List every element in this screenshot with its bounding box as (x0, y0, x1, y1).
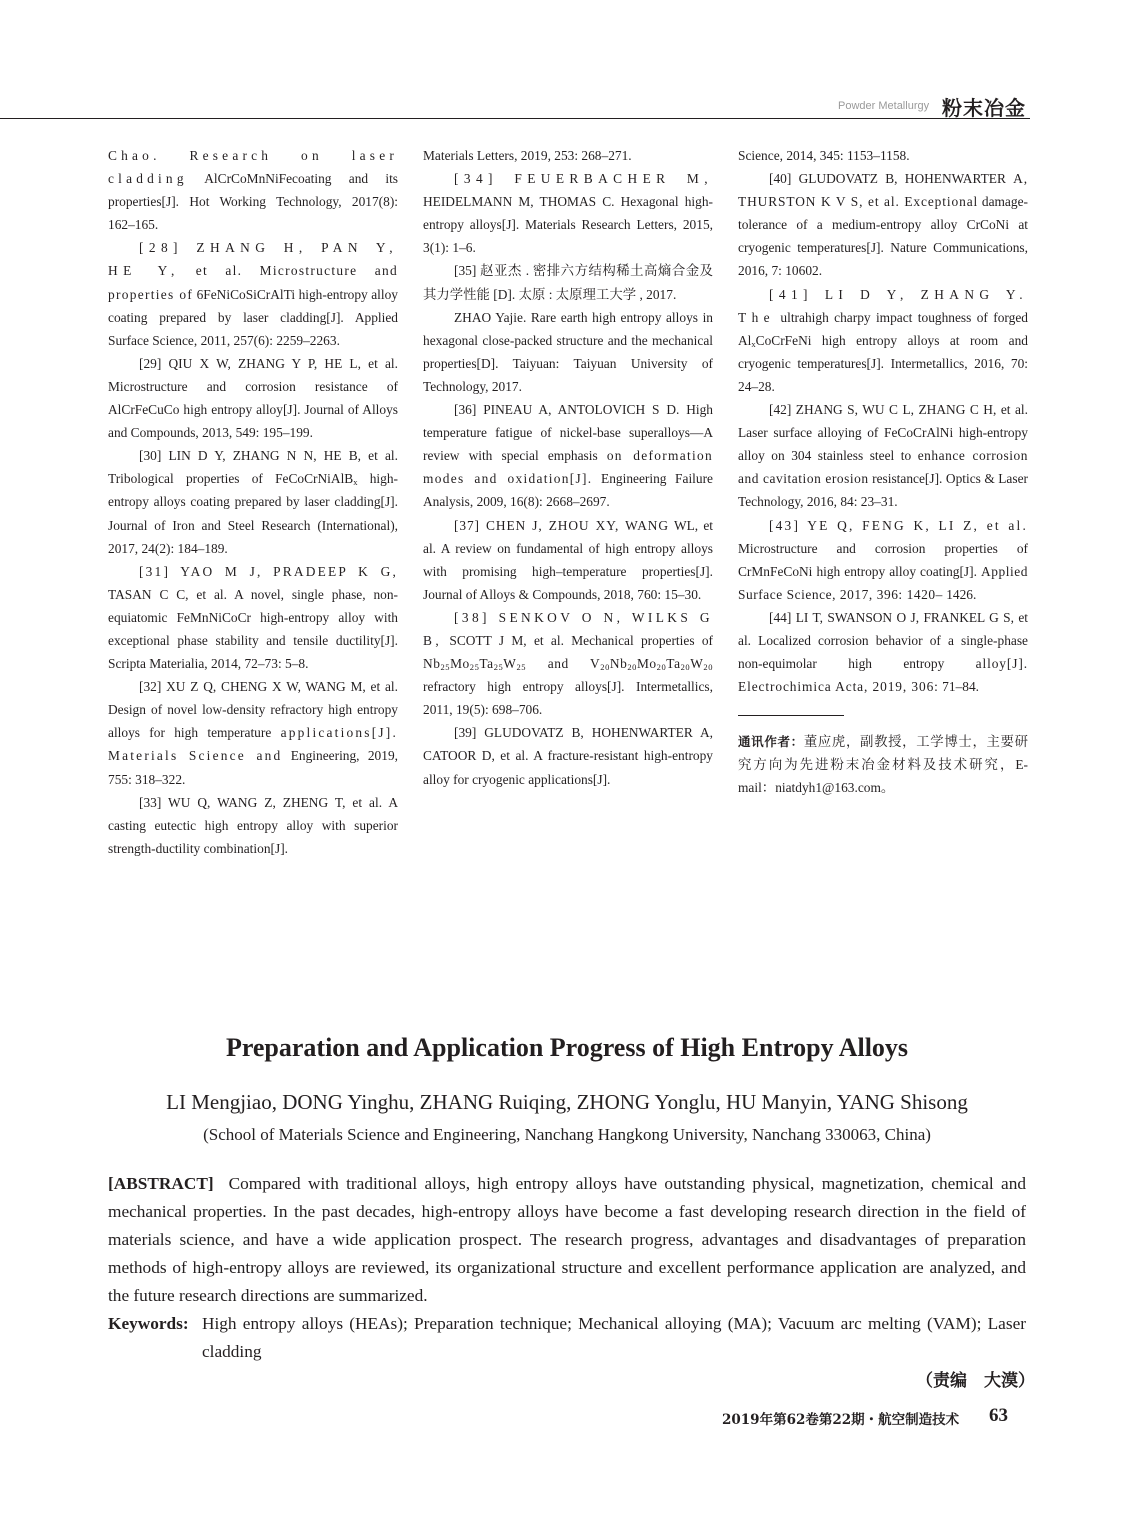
page-number: 63 (989, 1405, 1008, 1426)
reference-33: [33] WU Q, WANG Z, ZHENG T, et al. A casting eutectic high entropy alloy with superior strength-ductility combination[J]. (108, 794, 398, 856)
keywords-text: High entropy alloys (HEAs); Preparation technique; Mechanical alloying (MA); Vacuum arc melting (VAM); Laser cladding (202, 1314, 1026, 1361)
reference-38: [38] SENKOV O N, WILKS G B, SCOTT J M, et al. Mechanical properties of $Nb_{25}Mo_{25}Ta_{25}W_{25}$ and $V_{20}Nb_{20}Mo_{20}Ta_{20}W_{20}$ refractory high entropy alloys[J]. Intermetallics, 2011, 19(5): 698–706. (423, 609, 713, 718)
header-rule (0, 118, 1030, 119)
editor-note: （责编 大漠） (916, 1371, 1035, 1391)
footnote-rule (738, 715, 844, 716)
abstract-text: Compared with traditional alloys, high entropy alloys have outstanding physical, magnetization, chemical and mechanical properties. In the past decades, high-entropy alloys have become a fast developing research direction in the field of materials science, and have a wide application prospect. The research progress, advantages and disadvantages of preparation methods of high-entropy alloys are reviewed, its organizational structure and excellent performance application are analyzed, and the future research directions are summarized. (108, 1174, 1026, 1305)
english-affiliation: (School of Materials Science and Engineering, Nanchang Hangkong University, Nanchang 330063, China) (203, 1125, 931, 1144)
reference-37: [37] CHEN J, ZHOU XY, WANG WL, et al. A review on fundamental of high entropy alloys with promising high–temperature properties[J]. Journal of Alloys & Compounds, 2018, 760: 15–30. (423, 517, 714, 602)
reference-44: [44] LI T, SWANSON O J, FRANKEL G S, et al. Localized corrosion behavior of a single-phase non-equimolar high entropy alloy[J]. Electrochimica Acta, 2019, 306: 71–84. (738, 609, 1028, 695)
reference-30: [30] LIN D Y, ZHANG N N, HE B, et al. Tribological properties of FeCoCrNiAlB$_x$ high-entropy alloys coating prepared by laser cladding[J]. Journal of Iron and Steel Research (International), 2017, 24(2): 184–189. (108, 448, 398, 556)
issue-info: 2019年第62卷第22期・航空制造技术 (722, 1412, 960, 1428)
reference-column-1 (108, 144, 398, 860)
english-authors: LI Mengjiao, DONG Yinghu, ZHANG Ruiqing, ZHONG Yonglu, HU Manyin, YANG Shisong (166, 1090, 968, 1114)
abstract-label: [ABSTRACT] (108, 1174, 214, 1193)
reference-35-en: ZHAO Yajie. Rare earth high entropy alloys in hexagonal close-packed structure and the mechanical properties[D]. Taiyuan: Taiyuan University of Technology, 2017. (423, 309, 713, 394)
reference-40: [40] GLUDOVATZ B, HOHENWARTER A, THURSTON K V S, et al. Exceptional damage-tolerance of a medium-entropy alloy CrCoNi at cryogenic temperatures[J]. Nature Communications, 2016, 7: 10602. (738, 171, 1028, 279)
reference-43: [43] YE Q, FENG K, LI Z, et al. Microstructure and corrosion properties of CrMnFeCoNi high entropy alloy coating[J]. Applied Surface Science, 2017, 396: 1420– 1426. (738, 517, 1028, 602)
reference-32: [32] XU Z Q, CHENG X W, WANG M, et al. Design of novel low-density refractory high entropy alloys for high temperature applications[J]. Materials Science and Engineering, 2019, 755: 318–322. (108, 679, 398, 787)
reference-column-2 (423, 144, 713, 791)
reference-39: [39] GLUDOVATZ B, HOHENWARTER A, CATOOR D, et al. A fracture-resistant high-entropy alloy for cryogenic applications[J]. (423, 725, 713, 787)
reference-36: [36] PINEAU A, ANTOLOVICH S D. High temperature fatigue of nickel-base superalloys—A review with special emphasis on deformation modes and oxidation[J]. Engineering Failure Analysis, 2009, 16(8): 2668–2697. (423, 402, 713, 510)
journal-name-en: Powder Metallurgy (838, 100, 930, 112)
reference-continuation: Science, 2014, 345: 1153–1158. (738, 148, 910, 163)
reference-continuation: Chao. Research on laser cladding AlCrCoMnNiFecoating and its properties[J]. Hot Working Technology, 2017(8): 162–165. (108, 148, 399, 233)
reference-41: [41] LI D Y, ZHANG Y. The ultrahigh charpy impact toughness of forged $Al_xCoCrFeNi$ high entropy alloys at room and cryogenic temperatures[J]. Intermetallics, 2016, 70: 24–28. (738, 286, 1028, 394)
journal-name-zh: 粉末冶金 (942, 96, 1026, 120)
reference-28: [28] ZHANG H, PAN Y, HE Y, et al. Microstructure and properties of 6FeNiCoSiCrAlTi high-entropy alloy coating prepared by laser cladding[J]. Applied Surface Science, 2011, 257(6): 2259–2263. (108, 240, 398, 348)
english-abstract (108, 1170, 1026, 1310)
reference-42: [42] ZHANG S, WU C L, ZHANG C H, et al. Laser surface alloying of FeCoCrAlNi high-entropy alloy on 304 stainless steel to enhance corrosion and cavitation erosion resistance[J]. Optics & Laser Technology, 2016, 84: 23–31. (738, 402, 1028, 510)
reference-35-zh: [35] 赵亚杰 . 密排六方结构稀土高熵合金及其力学性能 [D]. 太原 : 太原理工大学 , 2017. (423, 263, 713, 302)
keywords-label: Keywords: (108, 1314, 189, 1333)
english-keywords (108, 1310, 1026, 1366)
reference-continuation: Materials Letters, 2019, 253: 268–271. (423, 148, 632, 163)
reference-31: [31] YAO M J, PRADEEP K G, TASAN C C, et al. A novel, single phase, non-equiatomic FeMnNiCoCr high-entropy alloy with exceptional phase stability and tensile ductility[J]. Scripta Materialia, 2014, 72–73: 5–8. (108, 563, 398, 672)
reference-34: [34] FEUERBACHER M, HEIDELMANN M, THOMAS C. Hexagonal high-entropy alloys[J]. Materials Research Letters, 2015, 3(1): 1–6. (423, 171, 713, 256)
english-title: Preparation and Application Progress of High Entropy Alloys (225, 1033, 909, 1062)
corresponding-author-note: 通讯作者：董应虎，副教授，工学博士，主要研究方向为先进粉末冶金材料及技术研究，E-mail：niatdyh1@163.com。 (738, 734, 1028, 796)
reference-column-3 (738, 144, 1028, 800)
reference-29: [29] QIU X W, ZHANG Y P, HE L, et al. Microstructure and corrosion resistance of AlCrFeCuCo high entropy alloy[J]. Journal of Alloys and Compounds, 2013, 549: 195–199. (108, 355, 398, 441)
